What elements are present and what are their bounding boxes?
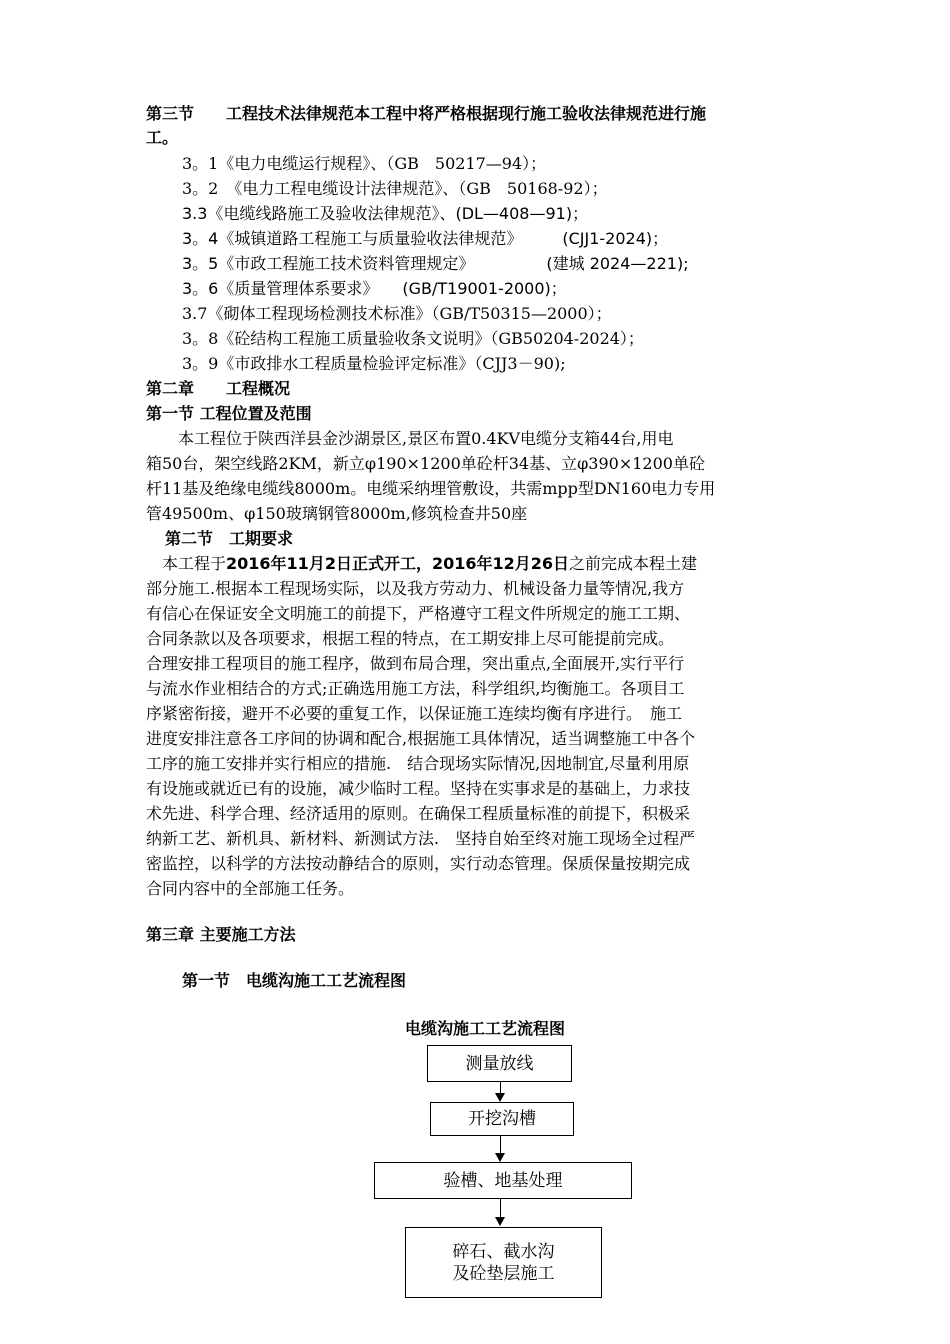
- list-item: 3。1《电力电缆运行规程》、（GB 50217—94）；: [182, 154, 547, 173]
- paragraph-line: 工序的施工安排并实行相应的措施. 结合现场实际情况,因地制宜,尽量利用原: [146, 754, 690, 773]
- flow-step-label: 开挖沟槽: [468, 1109, 536, 1129]
- paragraph-line: 序紧密衔接，避开不必要的重复工作，以保证施工连续均衡有序进行。 施工: [146, 704, 683, 723]
- flow-step-label: 验槽、地基处理: [443, 1170, 563, 1191]
- paragraph-suffix: 之前完成本程土建: [569, 554, 698, 573]
- section-heading: 第一节 工程位置及范围: [146, 404, 312, 423]
- flow-step-survey: [427, 1045, 572, 1082]
- paragraph-line: 密监控，以科学的方法按动静结合的原则，实行动态管理。保质保量按期完成: [146, 854, 691, 873]
- paragraph-line: 与流水作业相结合的方式;正确选用施工方法，科学组织,均衡施工。各项目工: [146, 679, 685, 698]
- paragraph-line: 本工程位于陕西洋县金沙湖景区,景区布置0.4KV电缆分支箱44台,用电: [146, 429, 674, 448]
- list-item: 3。5《市政工程施工技术资料管理规定》 (建城 2024—221);: [182, 254, 689, 273]
- flowchart-title: 电缆沟施工工艺流程图: [405, 1019, 566, 1038]
- paragraph-line: 纳新工艺、新机具、新材料、新测试方法. 坚持自始至终对施工现场全过程严: [146, 829, 696, 848]
- section-heading-cont: 工。: [146, 128, 179, 147]
- paragraph-prefix: 本工程于: [146, 554, 227, 573]
- list-item: 3。6《质量管理体系要求》 (GB/T19001-2000)；: [182, 279, 567, 298]
- flow-step-label: 测量放线: [465, 1053, 534, 1074]
- paragraph-line: 箱50台，架空线路2KM，新立φ190×1200单砼杆34基、立φ390×1200单砼: [146, 454, 705, 473]
- arrow-down-icon: [495, 1093, 505, 1102]
- paragraph-line: 合同条款以及各项要求，根据工程的特点，在工期安排上尽可能提前完成。: [146, 629, 675, 648]
- list-item: 3。9《市政排水工程质量检验评定标准》（CJJ3－90);: [182, 354, 566, 373]
- paragraph-line: 合理安排工程项目的施工程序，做到布局合理，突出重点,全面展开,实行平行: [146, 654, 685, 673]
- flow-connector: [500, 1136, 501, 1154]
- paragraph-line: 有设施或就近已有的设施，减少临时工程。坚持在实事求是的基础上，力求技: [146, 779, 691, 798]
- section-heading: 第二节 工期要求: [165, 529, 294, 548]
- paragraph-line: 有信心在保证安全文明施工的前提下，严格遵守工程文件所规定的施工工期、: [146, 604, 691, 623]
- flow-connector: [500, 1199, 501, 1218]
- list-item: 3。4《城镇道路工程施工与质量验收法律规范》 (CJJ1-2024)；: [182, 229, 669, 248]
- paragraph-line: 合同内容中的全部施工任务。: [146, 879, 355, 898]
- paragraph-line: [146, 552, 697, 576]
- paragraph-line: 术先进、科学合理、经济适用的原则。在确保工程质量标准的前提下，积极采: [146, 804, 691, 823]
- chapter-heading: 第三章 主要施工方法: [146, 925, 296, 944]
- list-item: 3。8《砼结构工程施工质量验收条文说明》（GB50204-2024）；: [182, 329, 644, 348]
- paragraph-line: 杆11基及绝缘电缆线8000m。电缆采纳埋管敷设，共需mpp型DN160电力专用: [146, 479, 716, 498]
- chapter-heading: 第二章 工程概况: [146, 379, 291, 398]
- list-item: 3.3《电缆线路施工及验收法律规范》、(DL—408—91)；: [182, 204, 589, 223]
- paragraph-line: 管49500m、φ150玻璃钢管8000m,修筑检查井50座: [146, 504, 528, 523]
- arrow-down-icon: [495, 1153, 505, 1162]
- flow-step-gravel: [405, 1227, 602, 1298]
- paragraph-line: 部分施工.根据本工程现场实际，以及我方劳动力、机械设备力量等情况,我方: [146, 579, 685, 598]
- paragraph-line: 进度安排注意各工序间的协调和配合,根据施工具体情况，适当调整施工中各个: [146, 729, 696, 748]
- section-heading: 第一节 电缆沟施工工艺流程图: [182, 971, 407, 990]
- list-item: 3。2 《电力工程电缆设计法律规范》、（GB 50168-92）；: [182, 179, 608, 198]
- list-item: 3.7《砌体工程现场检测技术标准》（GB/T50315—2000）；: [182, 304, 612, 323]
- flow-step-label: 及砼垫层施工: [452, 1263, 555, 1284]
- start-end-dates: 2016年11月2日正式开工，2016年12月26日: [226, 554, 570, 573]
- section-heading: 第三节 工程技术法律规范本工程中将严格根据现行施工验收法律规范进行施: [146, 104, 707, 123]
- flow-step-label: 碎石、截水沟: [452, 1241, 555, 1262]
- flow-step-trench: [430, 1102, 574, 1136]
- arrow-down-icon: [495, 1217, 505, 1226]
- flow-step-foundation: [374, 1162, 632, 1199]
